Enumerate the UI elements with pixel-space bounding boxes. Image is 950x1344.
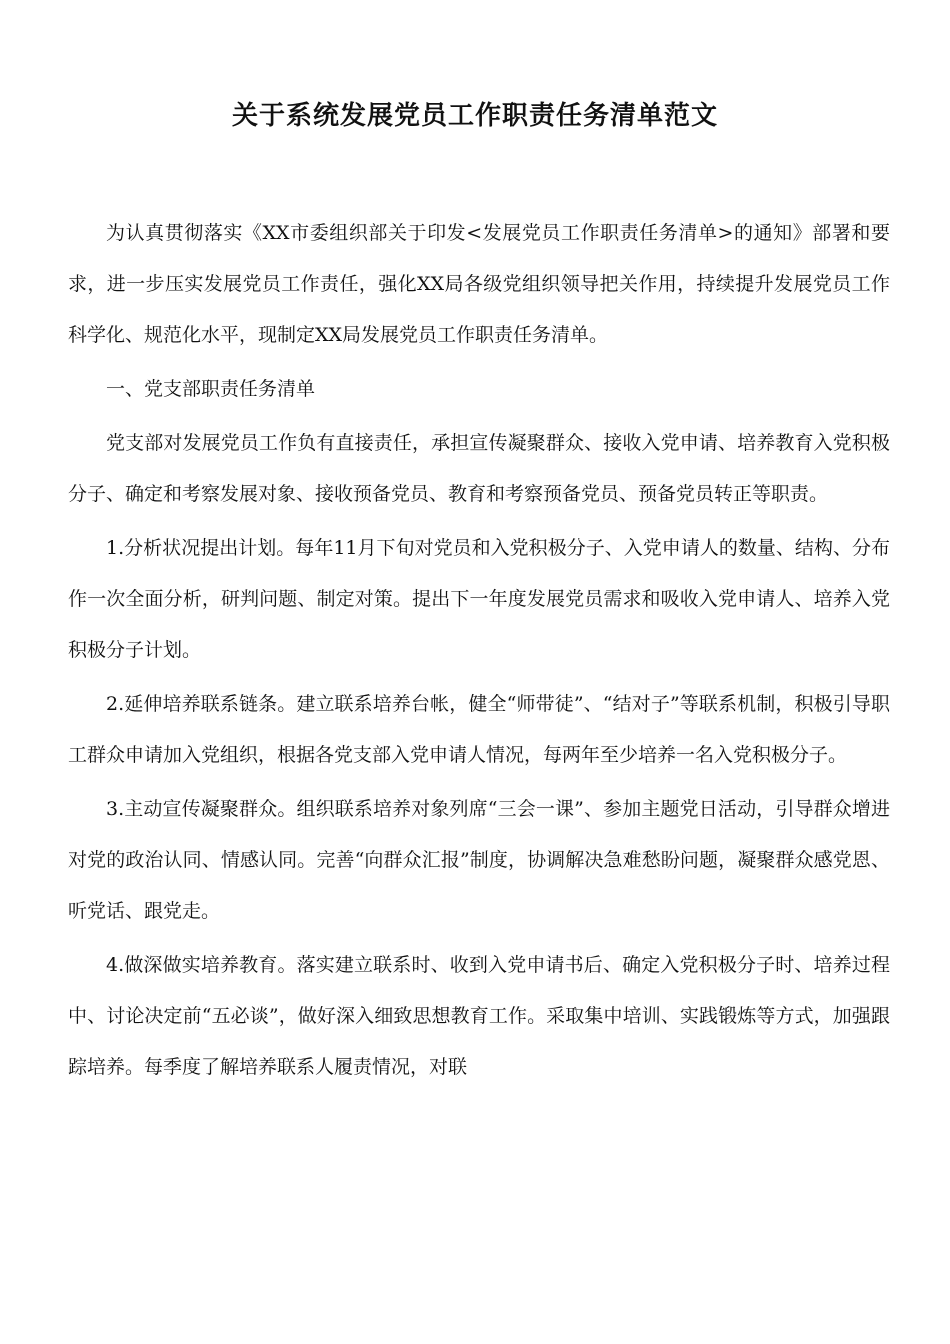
section-heading: 一、党支部职责任务清单 (106, 378, 316, 400)
document-title: 关于系统发展党员工作职责任务清单范文 (231, 101, 718, 131)
document-body (68, 208, 890, 1096)
list-item-2: 2.延伸培养联系链条。建立联系培养台帐，健全“师带徒”、“结对子”等联系机制，积极引导职工群众申请加入党组织，根据各党支部入党申请人情况，每两年至少培养一名入党积极分子。 (68, 693, 890, 766)
list-item-1: 1.分析状况提出计划。每年11月下旬对党员和入党积极分子、入党申请人的数量、结构、分布作一次全面分析，研判问题、制定对策。提出下一年度发展党员需求和吸收入党申请人、培养入党积极分子计划。 (68, 537, 890, 661)
intro-paragraph: 为认真贯彻落实《XX市委组织部关于印发<发展党员工作职责任务清单>的通知》部署和要求，进一步压实发展党员工作责任，强化XX局各级党组织领导把关作用，持续提升发展党员工作科学化、规范化水平，现制定XX局发展党员工作职责任务清单。 (68, 222, 890, 346)
body-paragraph: 党支部对发展党员工作负有直接责任，承担宣传凝聚群众、接收入党申请、培养教育入党积极分子、确定和考察发展对象、接收预备党员、教育和考察预备党员、预备党员转正等职责。 (68, 432, 890, 505)
list-item-3: 3.主动宣传凝聚群众。组织联系培养对象列席“三会一课”、参加主题党日活动，引导群众增进对党的政治认同、情感认同。完善“向群众汇报”制度，协调解决急难愁盼问题，凝聚群众感党恩、听党话、跟党走。 (68, 798, 890, 922)
list-item-4: 4.做深做实培养教育。落实建立联系时、收到入党申请书后、确定入党积极分子时、培养过程中、讨论决定前“五必谈”，做好深入细致思想教育工作。采取集中培训、实践锻炼等方式，加强跟踪培养。每季度了解培养联系人履责情况，对联 (68, 954, 890, 1078)
